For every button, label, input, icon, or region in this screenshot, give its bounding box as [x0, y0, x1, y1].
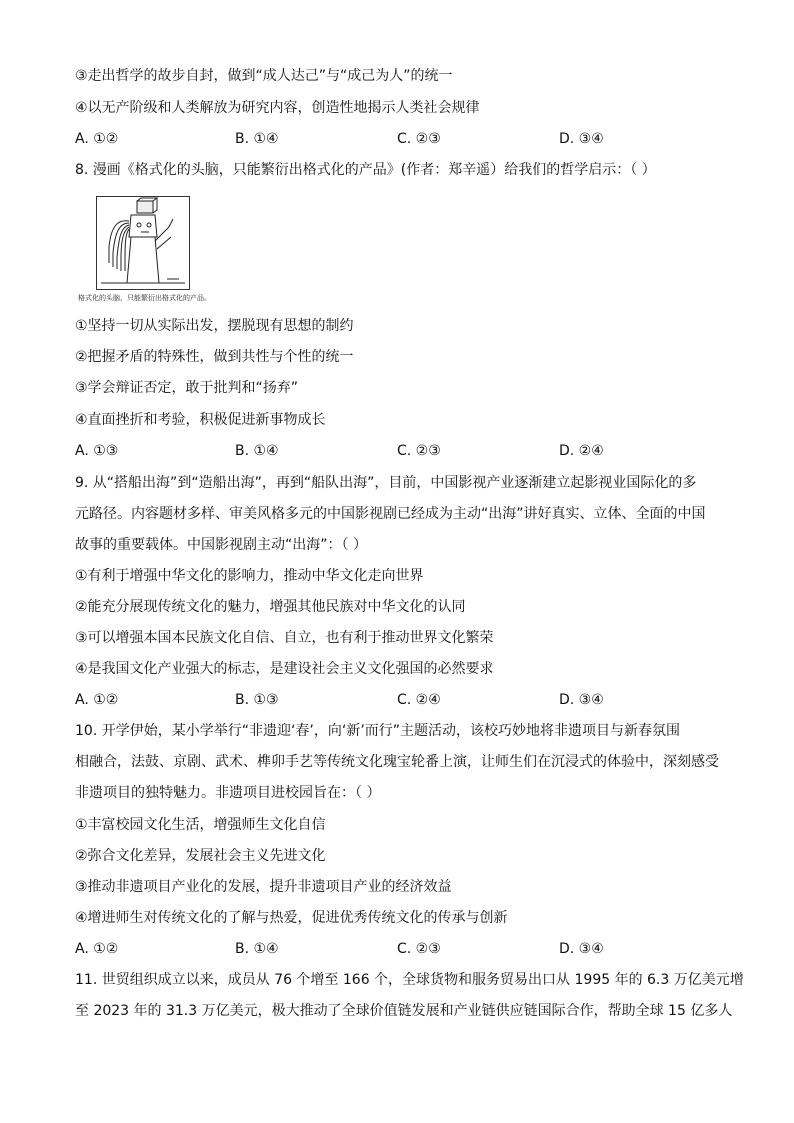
q8-option-c: C. ②③: [397, 443, 441, 459]
q8-options: [75, 441, 735, 461]
q7-option-c: C. ②③: [397, 131, 441, 147]
q9-options: [75, 690, 735, 710]
q9-option-c: C. ②④: [397, 692, 441, 708]
q10-option-d: D. ③④: [559, 941, 604, 957]
q7-option-a: A. ①②: [75, 131, 119, 147]
q9-option-d: D. ③④: [559, 692, 604, 708]
cartoon-caption: 格式化的头脑，只能繁衍出格式化的产品。: [78, 294, 211, 302]
q9-stem-line-2: 元路径。内容题材多样、审美风格多元的中国影视剧已经成为主动“出海”讲好真实、立体、全面的中国: [75, 506, 706, 522]
q10-option-a: A. ①②: [75, 941, 119, 957]
q10-option-b: B. ①④: [235, 941, 279, 957]
q10-stem-line-2: 相融合，法鼓、京剧、武术、榫卯手艺等传统文化瑰宝轮番上演，让师生们在沉浸式的体验中，深刻感受: [75, 754, 719, 770]
q7-option-d: D. ③④: [559, 131, 604, 147]
cartoon-image: [96, 196, 190, 290]
q11-stem-line-2: 至 2023 年的 31.3 万亿美元，极大推动了全球价值链发展和产业链供应链国际合作，帮助全球 15 亿多人: [75, 1003, 733, 1019]
q8-item-1: ①坚持一切从实际出发，摆脱现有思想的制约: [75, 318, 354, 334]
q8-option-d: D. ②④: [559, 443, 604, 459]
q9-stem-line-1: 9. 从“搭船出海”到“造船出海”，再到“船队出海”，目前，中国影视产业逐渐建立起影视业国际化的多: [75, 475, 697, 491]
q7-item-3: ③走出哲学的故步自封，做到“成人达己”与“成己为人”的统一: [75, 68, 453, 84]
q9-option-b: B. ①③: [235, 692, 279, 708]
q10-options: [75, 939, 735, 959]
q10-item-3: ③推动非遗项目产业化的发展，提升非遗项目产业的经济效益: [75, 879, 452, 895]
q8-option-a: A. ①③: [75, 443, 119, 459]
q10-stem-line-3: 非遗项目的独特魅力。非遗项目进校园旨在：（ ）: [75, 785, 381, 801]
q8-option-b: B. ①④: [235, 443, 279, 459]
q8-item-3: ③学会辩证否定，敢于批判和“扬弃”: [75, 380, 299, 396]
q9-item-1: ①有利于增强中华文化的影响力，推动中华文化走向世界: [75, 568, 424, 584]
q7-option-b: B. ①④: [235, 131, 279, 147]
q10-item-4: ④增进师生对传统文化的了解与热爱，促进优秀传统文化的传承与创新: [75, 910, 508, 926]
q10-item-1: ①丰富校园文化生活，增强师生文化自信: [75, 817, 326, 833]
q8-item-4: ④直面挫折和考验，积极促进新事物成长: [75, 412, 326, 428]
q9-item-3: ③可以增强本国本民族文化自信、自立，也有利于推动世界文化繁荣: [75, 630, 494, 646]
q10-item-2: ②弥合文化差异，发展社会主义先进文化: [75, 848, 326, 864]
q10-stem-line-1: 10. 开学伊始，某小学举行“非遗迎‘春’，向‘新’而行”主题活动，该校巧妙地将非遗项目与新春氛围: [75, 723, 681, 739]
q9-item-2: ②能充分展现传统文化的魅力，增强其他民族对中华文化的认同: [75, 599, 466, 615]
q9-stem-line-3: 故事的重要载体。中国影视剧主动“出海”：（ ）: [75, 537, 367, 553]
q11-stem-line-1: 11. 世贸组织成立以来，成员从 76 个增至 166 个，全球货物和服务贸易出口从 1995 年的 6.3 万亿美元增: [75, 972, 744, 988]
q7-options: [75, 129, 735, 149]
q8-stem: 8. 漫画《格式化的头脑，只能繁衍出格式化的产品》(作者：郑辛遥）给我们的哲学启示：（ ）: [75, 162, 656, 178]
q8-item-2: ②把握矛盾的特殊性，做到共性与个性的统一: [75, 349, 354, 365]
q10-option-c: C. ②③: [397, 941, 441, 957]
q7-item-4: ④以无产阶级和人类解放为研究内容，创造性地揭示人类社会规律: [75, 100, 480, 116]
q9-item-4: ④是我国文化产业强大的标志，是建设社会主义文化强国的必然要求: [75, 661, 494, 677]
q9-option-a: A. ①②: [75, 692, 119, 708]
